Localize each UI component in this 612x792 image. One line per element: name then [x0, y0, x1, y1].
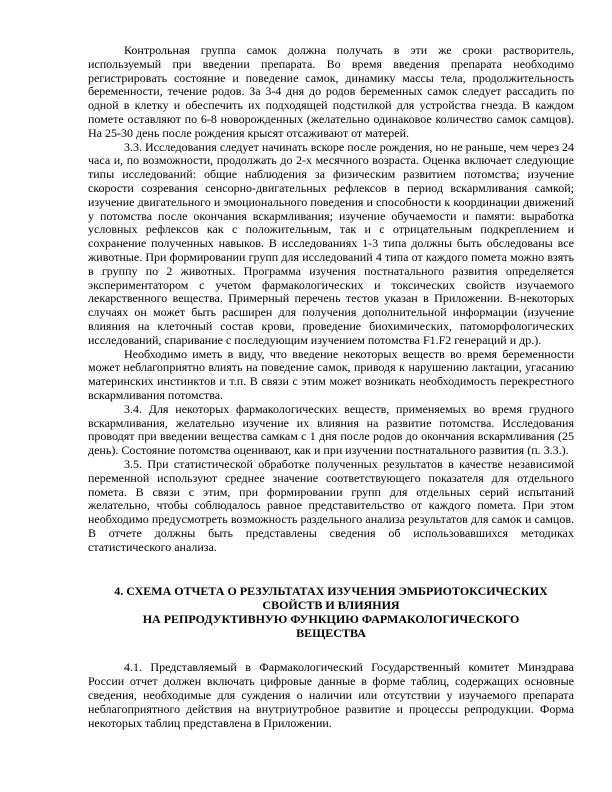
section-heading: [88, 584, 574, 640]
section-heading-line-2: СВОЙСТВ И ВЛИЯНИЯ: [262, 598, 400, 613]
paragraph-3-3: 3.3. Исследования следует начинать вскоре после рождения, но не раньше, чем через 24 часа и, по возможности, продолжать до 2-х месячного возраста. Оценка включает следующие типы исследований: общие наблюдения за физическим развитием потомства; изучение скорости созревания сенсорно-двигательных рефлексов в период вскармливания самкой; изучение двигательного и эмоционального поведения и способности к координации движений у потомства после окончания вскармливания; изучение обучаемости и памяти: выработка условных рефлексов как с положительным, так и с отрицательным подкреплением и сохранение полученных навыков. В исследованиях 1-3 типа должны быть обследованы все животные. При формировании групп для исследований 4 типа от каждого помета можно взять в группу по 2 животных. Программа изучения постнатального развития определяется экспериментатором с учетом фармакологических и токсических свойств изучаемого лекарственного вещества. Примерный перечень тестов указан в Приложении. В-некоторых случаях он может быть расширен для получения дополнительной информации (изучение влияния на клеточный состав крови, проведение биохимических, патоморфологических исследований, спаривание с последующим изучением потомства F1.F2 генераций и др.).: [88, 139, 574, 347]
paragraph-cross-feeding: Необходимо иметь в виду, что введение некоторых веществ во время беременности может неблагоприятно влиять на поведение самок, приводя к нарушению лактации, угасанию материнских инстинктов и т.п. В связи с этим может возникать необходимость перекрестного вскармливания потомства.: [88, 346, 574, 402]
section-heading-line-3: НА РЕПРОДУКТИВНУЮ ФУНКЦИЮ ФАРМАКОЛОГИЧЕСКОГО: [142, 612, 520, 627]
paragraph-4-1: 4.1. Представляемый в Фармакологический Государственный комитет Минздрава России отчет должен включать цифровые данные в форме таблиц, содержащих основные сведения, необходимые для суждения о наличии или отсутствии у изучаемого препарата неблагоприятного действия на внутриутробное развитие и процессы репродукции. Форма некоторых таблиц представлена в Приложении.: [88, 660, 574, 730]
paragraph-3-4: 3.4. Для некоторых фармакологических веществ, применяемых во время грудного вскармливания, желательно изучение их влияния на развитие потомства. Исследования проводят при введении вещества самкам с 1 дня после родов до окончания вскармливания (25 день). Состояние потомства оценивают, как и при изучении постнатального развития (п. 3.3.).: [88, 401, 574, 458]
paragraph-3-5: 3.5. При статистической обработке полученных результатов в качестве независимой переменной используют среднее значение соответствующего показателя для отдельного помета. В связи с этим, при формировании групп для отдельных серий испытаний желательно, чтобы соблюдалось равное представительство от каждого помета. При этом необходимо предусмотреть возможность раздельного анализа результатов для самок и самцов. В отчете должны быть представлены сведения об использовавшихся методиках статистического анализа.: [88, 456, 574, 554]
section-heading-line-1: 4. СХЕМА ОТЧЕТА О РЕЗУЛЬТАТАХ ИЗУЧЕНИЯ ЭМБРИОТОКСИЧЕСКИХ: [114, 584, 548, 599]
document-page: [88, 44, 574, 730]
paragraph-control-group: Контрольная группа самок должна получать в эти же сроки растворитель, используемый при введении препарата. Во время введения препарата необходимо регистрировать состояние и поведение самок, динамику массы тела, продолжительность беременности, течение родов. За 3-4 дня до родов беременных самок следует рассадить по одной в клетку и обеспечить их подходящей подстилкой для устройства гнезда. В каждом помете оставляют по 6-8 новорожденных (желательно одинаковое количество самок самцов). На 25-30 день после рождения крысят отсаживают от матерей.: [88, 43, 574, 140]
section-heading-line-4: ВЕЩЕСТВА: [296, 626, 366, 641]
